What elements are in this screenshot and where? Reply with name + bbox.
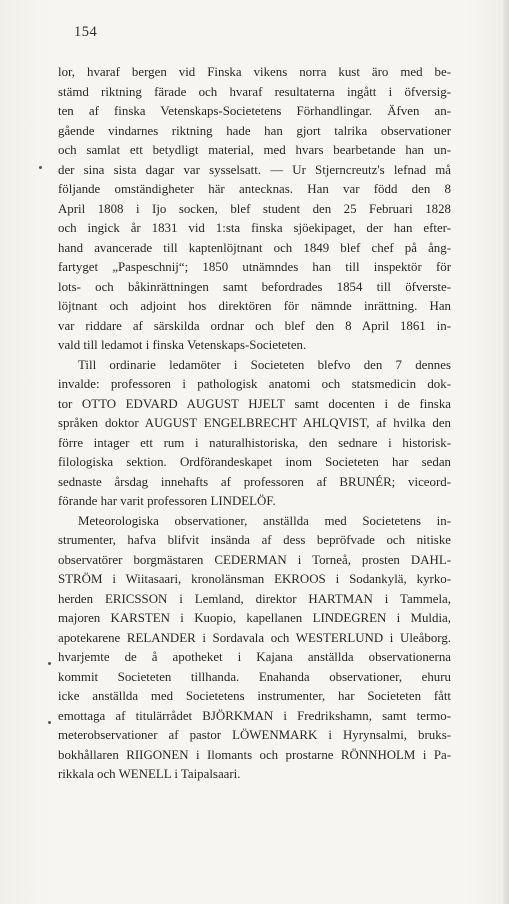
body-text <box>58 63 451 785</box>
text-line: förande har varit professoren LINDELÖF. <box>58 494 276 508</box>
text-line: hand avancerade till kaptenlöjtnant och 1849 blef chef på ång- <box>58 240 451 255</box>
text-line: kommit Societeten tillhanda. Enahanda observationer, ehuru <box>58 669 451 684</box>
text-line: observatörer borgmästaren CEDERMAN i Torneå, prosten DAHL- <box>58 552 451 567</box>
text-line: tor OTTO EDVARD AUGUST HJELT samt docenten i de finska <box>58 396 451 411</box>
text-line: följande omständigheter här antecknas. Han var född den 8 <box>58 182 451 196</box>
margin-mark <box>48 721 51 724</box>
text-line: bokhållaren RIIGONEN i Ilomants och prostarne RÖNNHOLM i Pa- <box>58 747 451 762</box>
text-line: STRÖM i Wiitasaari, kronolänsman EKROOS i Sodankylä, kyrko- <box>58 572 451 586</box>
text-line: icke anställda med Societetens instrumenter, har Societeten fått <box>58 689 451 703</box>
text-line: strumenter, hafva blifvit insända af dess bepröfvade och nitiske <box>58 533 451 547</box>
text-line: Meteorologiska observationer, anställda med Societetens in- <box>78 513 451 528</box>
page-edge <box>503 0 509 904</box>
text-line: sednaste årsdag innehafts af professoren af BRUNÉR; viceord- <box>58 474 451 489</box>
text-line: ten af finska Vetenskaps-Societetens Förhandlingar. Äfven an- <box>58 104 451 118</box>
text-line: Till ordinarie ledamöter i Societeten blefvo den 7 dennes <box>78 357 451 372</box>
text-line: invalde: professoren i pathologisk anatomi och statsmedicin dok- <box>58 377 451 391</box>
text-line: majoren KARSTEN i Kuopio, kapellanen LINDEGREN i Muldia, <box>58 611 451 625</box>
margin-mark <box>39 166 42 169</box>
text-line: vald till ledamot i finska Vetenskaps-Societeten. <box>58 338 307 352</box>
text-line: rikkala och WENELL i Taipalsaari. <box>58 767 241 781</box>
text-line: språken doktor AUGUST ENGELBRECHT AHLQVIST, af hvilka den <box>58 416 451 430</box>
text-line: stämd riktning färade och hvaraf resultaterna ingått i öfversig- <box>58 84 451 99</box>
text-line: och samlat ett betydligt material, med hvars bearbetande han un- <box>58 143 451 157</box>
text-line: emottaga af titulärrådet BJÖRKMAN i Fredrikshamn, samt termo- <box>58 708 451 723</box>
text-line: var riddare af särskilda ordnar och blef den 8 April 1861 in- <box>58 318 451 333</box>
text-line: apotekarene RELANDER i Sordavala och WESTERLUND i Uleåborg. <box>58 630 451 645</box>
text-line: gående vindarnes riktning hade han gjort talrika observationer <box>58 123 451 138</box>
text-line: lor, hvaraf bergen vid Finska vikens norra kust äro med be- <box>58 65 451 79</box>
text-line: April 1808 i Ijo socken, blef student den 25 Februari 1828 <box>58 201 451 216</box>
text-line: herden ERICSSON i Lemland, direktor HARTMAN i Tammela, <box>58 591 451 606</box>
margin-mark <box>48 662 51 665</box>
text-line: hvarjemte de å apotheket i Kajana anställda observationerna <box>58 650 451 664</box>
text-line: och ingick år 1831 vid 1:sta finska sjöekipaget, der han efter- <box>58 221 451 235</box>
page-number: 154 <box>74 24 98 40</box>
text-line: lots- och båkinrättningen samt befordrades 1854 till öfverste- <box>58 279 451 294</box>
text-line: fartyget „Paspeschnij“; 1850 utnämndes han till inspektör för <box>58 260 451 274</box>
text-line: meterobservationer af pastor LÖWENMARK i Hyrynsalmi, bruks- <box>58 728 451 742</box>
text-line: förre intager ett rum i naturalhistoriska, den sednare i historisk- <box>58 435 451 450</box>
text-line: löjtnant och adjoint hos direktören för nämnde inrättning. Han <box>58 299 451 313</box>
text-line: der sina sista dagar var sysselsatt. — Ur Stjerncreutz's lefnad må <box>58 162 451 177</box>
text-line: filologiska sektion. Ordförandeskapet inom Societeten har sedan <box>58 455 451 469</box>
